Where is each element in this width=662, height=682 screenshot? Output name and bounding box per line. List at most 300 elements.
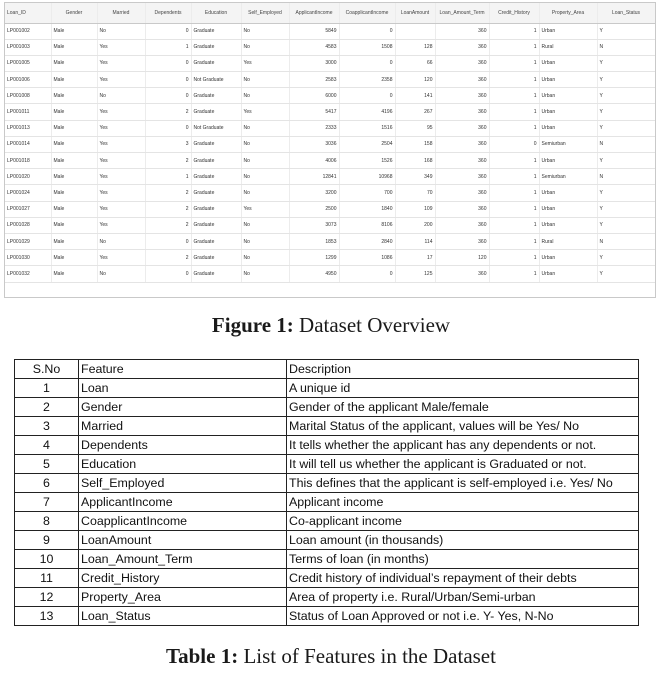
sheet-cell: 360	[435, 55, 489, 71]
features-table-header-row	[15, 360, 639, 379]
sheet-cell: 360	[435, 23, 489, 39]
sheet-row	[5, 120, 655, 136]
sheet-cell: Graduate	[191, 104, 241, 120]
sheet-cell: Graduate	[191, 169, 241, 185]
sheet-cell: 1	[489, 185, 539, 201]
sheet-row	[5, 233, 655, 249]
sheet-cell: N	[597, 136, 655, 152]
sheet-cell: LP001029	[5, 233, 51, 249]
sheet-cell: 1299	[289, 250, 339, 266]
sheet-row	[5, 104, 655, 120]
sheet-cell: Male	[51, 201, 97, 217]
feature-name-cell: Credit_History	[79, 569, 287, 588]
sheet-cell: Urban	[539, 23, 597, 39]
sheet-column-header: Married	[97, 3, 145, 23]
sheet-cell: Urban	[539, 185, 597, 201]
sheet-cell: Y	[597, 55, 655, 71]
feature-sno-cell: 9	[15, 531, 79, 550]
sheet-cell: Urban	[539, 250, 597, 266]
feature-description-cell: A unique id	[287, 379, 639, 398]
feature-name-cell: CoapplicantIncome	[79, 512, 287, 531]
sheet-cell: No	[241, 217, 289, 233]
feature-description-cell: Marital Status of the applicant, values will be Yes/ No	[287, 417, 639, 436]
sheet-cell: Y	[597, 23, 655, 39]
sheet-cell: 3073	[289, 217, 339, 233]
sheet-cell: 1508	[339, 39, 395, 55]
sheet-cell: Yes	[241, 55, 289, 71]
sheet-cell: 2583	[289, 72, 339, 88]
sheet-cell: LP001006	[5, 72, 51, 88]
table-caption-label: Table 1:	[166, 644, 239, 668]
sheet-cell: Yes	[97, 185, 145, 201]
sheet-cell: LP001028	[5, 217, 51, 233]
sheet-cell: 109	[395, 201, 435, 217]
sheet-row	[5, 185, 655, 201]
sheet-cell: 1	[489, 39, 539, 55]
sheet-cell: 1	[489, 104, 539, 120]
sheet-cell: LP001030	[5, 250, 51, 266]
sheet-cell: Graduate	[191, 233, 241, 249]
sheet-cell: 360	[435, 233, 489, 249]
feature-name-cell: Dependents	[79, 436, 287, 455]
sheet-cell: Graduate	[191, 23, 241, 39]
sheet-cell: No	[97, 23, 145, 39]
sheet-cell: 0	[145, 120, 191, 136]
sheet-cell: LP001027	[5, 201, 51, 217]
feature-description-cell: Loan amount (in thousands)	[287, 531, 639, 550]
feature-description-cell: It will tell us whether the applicant is Graduated or not.	[287, 455, 639, 474]
header-description: Description	[287, 360, 639, 379]
sheet-cell: 2	[145, 201, 191, 217]
sheet-cell: 5417	[289, 104, 339, 120]
sheet-row	[5, 72, 655, 88]
features-table-row	[15, 436, 639, 455]
features-table-row	[15, 569, 639, 588]
sheet-cell: 1	[489, 266, 539, 282]
feature-sno-cell: 10	[15, 550, 79, 569]
sheet-cell: 2500	[289, 201, 339, 217]
sheet-cell: Graduate	[191, 250, 241, 266]
sheet-cell: 3036	[289, 136, 339, 152]
sheet-cell: Male	[51, 185, 97, 201]
sheet-cell: 1	[489, 250, 539, 266]
sheet-cell: 120	[435, 250, 489, 266]
sheet-cell: Y	[597, 201, 655, 217]
sheet-cell: No	[241, 250, 289, 266]
sheet-cell: 0	[339, 23, 395, 39]
sheet-cell: 141	[395, 88, 435, 104]
features-table-row	[15, 417, 639, 436]
sheet-cell: 4950	[289, 266, 339, 282]
sheet-row	[5, 201, 655, 217]
sheet-cell: 1526	[339, 153, 395, 169]
sheet-cell: 4196	[339, 104, 395, 120]
sheet-column-header: Self_Employed	[241, 3, 289, 23]
sheet-cell: Graduate	[191, 201, 241, 217]
sheet-cell: Graduate	[191, 153, 241, 169]
feature-description-cell: This defines that the applicant is self-employed i.e. Yes/ No	[287, 474, 639, 493]
sheet-cell: 0	[339, 266, 395, 282]
sheet-cell: Semiurban	[539, 169, 597, 185]
sheet-cell: Y	[597, 153, 655, 169]
feature-sno-cell: 4	[15, 436, 79, 455]
sheet-cell: 0	[145, 88, 191, 104]
sheet-row	[5, 136, 655, 152]
sheet-cell: Yes	[97, 217, 145, 233]
features-table-row	[15, 512, 639, 531]
sheet-cell: Y	[597, 266, 655, 282]
sheet-column-header: CoapplicantIncome	[339, 3, 395, 23]
figure-caption	[0, 313, 662, 338]
sheet-cell: 70	[395, 185, 435, 201]
sheet-cell: 360	[435, 72, 489, 88]
sheet-cell: Yes	[241, 201, 289, 217]
sheet-row	[5, 217, 655, 233]
sheet-cell: Yes	[97, 39, 145, 55]
header-feature: Feature	[79, 360, 287, 379]
sheet-cell: LP001005	[5, 55, 51, 71]
sheet-column-header: Dependents	[145, 3, 191, 23]
sheet-cell: 360	[435, 169, 489, 185]
sheet-cell: 1	[489, 23, 539, 39]
sheet-cell: N	[597, 233, 655, 249]
feature-description-cell: Gender of the applicant Male/female	[287, 398, 639, 417]
sheet-cell: 4006	[289, 153, 339, 169]
feature-sno-cell: 11	[15, 569, 79, 588]
feature-description-cell: Co-applicant income	[287, 512, 639, 531]
sheet-row	[5, 23, 655, 39]
feature-sno-cell: 7	[15, 493, 79, 512]
sheet-cell: 1	[489, 153, 539, 169]
feature-name-cell: Loan_Amount_Term	[79, 550, 287, 569]
sheet-cell: Male	[51, 250, 97, 266]
sheet-cell: 349	[395, 169, 435, 185]
sheet-cell: 0	[145, 266, 191, 282]
sheet-cell: 2	[145, 217, 191, 233]
sheet-cell: 8106	[339, 217, 395, 233]
sheet-cell: 2358	[339, 72, 395, 88]
sheet-column-header: LoanAmount	[395, 3, 435, 23]
sheet-cell: 0	[145, 23, 191, 39]
sheet-cell: 360	[435, 104, 489, 120]
features-table-row	[15, 531, 639, 550]
features-table-row	[15, 474, 639, 493]
dataset-overview-figure	[4, 2, 656, 298]
sheet-cell: Yes	[97, 250, 145, 266]
sheet-cell: 267	[395, 104, 435, 120]
sheet-cell: Urban	[539, 153, 597, 169]
sheet-cell: 0	[339, 88, 395, 104]
sheet-cell: 3000	[289, 55, 339, 71]
sheet-cell: Yes	[97, 104, 145, 120]
sheet-cell: No	[241, 72, 289, 88]
dataset-sheet-table	[5, 3, 656, 283]
sheet-cell: Y	[597, 120, 655, 136]
sheet-cell: 1	[489, 55, 539, 71]
sheet-cell: No	[241, 266, 289, 282]
sheet-column-header: Property_Area	[539, 3, 597, 23]
sheet-cell: No	[97, 266, 145, 282]
sheet-cell: No	[241, 88, 289, 104]
sheet-cell: 3200	[289, 185, 339, 201]
sheet-cell: 2	[145, 104, 191, 120]
sheet-cell: 1	[489, 169, 539, 185]
sheet-cell: 2840	[339, 233, 395, 249]
sheet-cell: N	[597, 39, 655, 55]
sheet-cell: 360	[435, 266, 489, 282]
sheet-row	[5, 153, 655, 169]
sheet-cell: Male	[51, 120, 97, 136]
sheet-cell: Graduate	[191, 55, 241, 71]
sheet-cell: 1	[489, 233, 539, 249]
sheet-cell: Yes	[97, 72, 145, 88]
sheet-cell: LP001024	[5, 185, 51, 201]
sheet-cell: Male	[51, 23, 97, 39]
sheet-cell: 66	[395, 55, 435, 71]
sheet-row	[5, 88, 655, 104]
feature-name-cell: Loan_Status	[79, 607, 287, 626]
sheet-cell: 1853	[289, 233, 339, 249]
sheet-cell: No	[97, 233, 145, 249]
sheet-cell: 120	[395, 72, 435, 88]
sheet-cell: 2333	[289, 120, 339, 136]
features-table-row	[15, 550, 639, 569]
sheet-cell: Male	[51, 217, 97, 233]
sheet-cell: 4583	[289, 39, 339, 55]
sheet-cell: LP001013	[5, 120, 51, 136]
sheet-header-row	[5, 3, 655, 23]
sheet-column-header: Loan_Amount_Term	[435, 3, 489, 23]
sheet-cell: Semiurban	[539, 136, 597, 152]
sheet-cell: 360	[435, 185, 489, 201]
sheet-cell: Graduate	[191, 217, 241, 233]
sheet-cell: No	[241, 23, 289, 39]
sheet-cell: LP001018	[5, 153, 51, 169]
sheet-cell: 0	[145, 55, 191, 71]
sheet-cell: Yes	[97, 169, 145, 185]
sheet-cell: 360	[435, 217, 489, 233]
sheet-cell: 158	[395, 136, 435, 152]
sheet-cell: Male	[51, 55, 97, 71]
sheet-cell: Urban	[539, 72, 597, 88]
sheet-cell: Graduate	[191, 88, 241, 104]
sheet-cell: LP001002	[5, 23, 51, 39]
sheet-cell: No	[241, 136, 289, 152]
sheet-cell: 0	[145, 233, 191, 249]
sheet-cell: 0	[489, 136, 539, 152]
sheet-cell: Urban	[539, 104, 597, 120]
sheet-cell: 360	[435, 88, 489, 104]
sheet-cell: 1	[489, 201, 539, 217]
sheet-row	[5, 250, 655, 266]
features-table-row	[15, 493, 639, 512]
sheet-cell: 1	[489, 72, 539, 88]
sheet-cell: N	[597, 169, 655, 185]
features-table-row	[15, 379, 639, 398]
sheet-cell: 2504	[339, 136, 395, 152]
header-sno: S.No	[15, 360, 79, 379]
sheet-cell: No	[241, 185, 289, 201]
sheet-cell: Male	[51, 72, 97, 88]
feature-sno-cell: 13	[15, 607, 79, 626]
sheet-cell: 360	[435, 120, 489, 136]
sheet-cell: LP001003	[5, 39, 51, 55]
sheet-cell: No	[241, 120, 289, 136]
sheet-cell: Graduate	[191, 266, 241, 282]
sheet-column-header: Gender	[51, 3, 97, 23]
sheet-cell: 1	[145, 169, 191, 185]
feature-sno-cell: 12	[15, 588, 79, 607]
sheet-cell: 12841	[289, 169, 339, 185]
feature-description-cell: Credit history of individual’s repayment of their debts	[287, 569, 639, 588]
figure-caption-label: Figure 1:	[211, 313, 294, 337]
sheet-cell: No	[241, 153, 289, 169]
sheet-cell: LP001032	[5, 266, 51, 282]
sheet-cell: Graduate	[191, 39, 241, 55]
feature-name-cell: Education	[79, 455, 287, 474]
figure-caption-text: Dataset Overview	[293, 313, 451, 337]
features-table-row	[15, 607, 639, 626]
sheet-cell: 2	[145, 250, 191, 266]
sheet-cell: Male	[51, 233, 97, 249]
sheet-cell: Y	[597, 72, 655, 88]
sheet-cell: Male	[51, 39, 97, 55]
feature-sno-cell: 3	[15, 417, 79, 436]
feature-sno-cell: 5	[15, 455, 79, 474]
sheet-cell: Male	[51, 136, 97, 152]
sheet-cell: 2	[145, 153, 191, 169]
sheet-cell: 2	[145, 185, 191, 201]
sheet-column-header: Loan_ID	[5, 3, 51, 23]
sheet-cell: Yes	[97, 120, 145, 136]
feature-name-cell: Gender	[79, 398, 287, 417]
sheet-cell: 128	[395, 39, 435, 55]
sheet-row	[5, 55, 655, 71]
sheet-row	[5, 266, 655, 282]
features-table-row	[15, 455, 639, 474]
sheet-cell: Not Graduate	[191, 120, 241, 136]
sheet-cell: Yes	[97, 55, 145, 71]
sheet-cell: Yes	[97, 153, 145, 169]
sheet-cell: Male	[51, 153, 97, 169]
feature-sno-cell: 2	[15, 398, 79, 417]
sheet-cell: 3	[145, 136, 191, 152]
sheet-cell: Urban	[539, 266, 597, 282]
table-caption-text: List of Features in the Dataset	[238, 644, 496, 668]
sheet-cell: Urban	[539, 217, 597, 233]
sheet-cell	[395, 23, 435, 39]
sheet-cell: 6000	[289, 88, 339, 104]
feature-name-cell: Self_Employed	[79, 474, 287, 493]
feature-description-cell: Applicant income	[287, 493, 639, 512]
sheet-cell: 114	[395, 233, 435, 249]
feature-description-cell: It tells whether the applicant has any dependents or not.	[287, 436, 639, 455]
sheet-cell: Y	[597, 250, 655, 266]
sheet-cell: 5849	[289, 23, 339, 39]
sheet-cell: 10968	[339, 169, 395, 185]
sheet-column-header: Education	[191, 3, 241, 23]
sheet-cell: Graduate	[191, 185, 241, 201]
sheet-cell: Urban	[539, 120, 597, 136]
sheet-cell: Male	[51, 104, 97, 120]
sheet-cell: 1086	[339, 250, 395, 266]
features-table-row	[15, 398, 639, 417]
sheet-cell: Y	[597, 104, 655, 120]
sheet-cell: Yes	[97, 201, 145, 217]
feature-name-cell: ApplicantIncome	[79, 493, 287, 512]
feature-sno-cell: 6	[15, 474, 79, 493]
sheet-cell: Rural	[539, 39, 597, 55]
sheet-cell: 700	[339, 185, 395, 201]
sheet-cell: 1	[489, 120, 539, 136]
sheet-cell: 1	[489, 217, 539, 233]
sheet-cell: 360	[435, 153, 489, 169]
feature-name-cell: Loan	[79, 379, 287, 398]
sheet-cell: 0	[145, 72, 191, 88]
sheet-cell: 1	[145, 39, 191, 55]
sheet-cell: Yes	[241, 104, 289, 120]
sheet-cell: Not Graduate	[191, 72, 241, 88]
feature-name-cell: LoanAmount	[79, 531, 287, 550]
sheet-cell: 1	[489, 88, 539, 104]
sheet-cell: 95	[395, 120, 435, 136]
sheet-cell: No	[241, 39, 289, 55]
sheet-cell: Y	[597, 185, 655, 201]
sheet-cell: 360	[435, 39, 489, 55]
sheet-cell: LP001020	[5, 169, 51, 185]
sheet-cell: No	[97, 88, 145, 104]
sheet-cell: 125	[395, 266, 435, 282]
sheet-cell: 168	[395, 153, 435, 169]
sheet-column-header: Credit_History	[489, 3, 539, 23]
feature-description-cell: Area of property i.e. Rural/Urban/Semi-urban	[287, 588, 639, 607]
sheet-cell: Urban	[539, 55, 597, 71]
sheet-cell: Y	[597, 88, 655, 104]
sheet-cell: Male	[51, 88, 97, 104]
sheet-cell: LP001014	[5, 136, 51, 152]
sheet-cell: No	[241, 169, 289, 185]
sheet-cell: 1840	[339, 201, 395, 217]
sheet-cell: Y	[597, 217, 655, 233]
sheet-row	[5, 169, 655, 185]
sheet-cell: 200	[395, 217, 435, 233]
feature-sno-cell: 1	[15, 379, 79, 398]
sheet-cell: 17	[395, 250, 435, 266]
sheet-cell: 1516	[339, 120, 395, 136]
feature-name-cell: Property_Area	[79, 588, 287, 607]
sheet-cell: No	[241, 233, 289, 249]
sheet-cell: 360	[435, 201, 489, 217]
sheet-cell: Urban	[539, 201, 597, 217]
sheet-cell: 360	[435, 136, 489, 152]
features-table	[14, 359, 639, 626]
sheet-cell: Rural	[539, 233, 597, 249]
sheet-column-header: ApplicantIncome	[289, 3, 339, 23]
sheet-column-header: Loan_Status	[597, 3, 655, 23]
sheet-cell: LP001011	[5, 104, 51, 120]
sheet-cell: Graduate	[191, 136, 241, 152]
sheet-cell: Male	[51, 266, 97, 282]
table-caption	[0, 644, 662, 669]
feature-sno-cell: 8	[15, 512, 79, 531]
sheet-cell: Urban	[539, 88, 597, 104]
sheet-cell: 0	[339, 55, 395, 71]
sheet-row	[5, 39, 655, 55]
sheet-cell: Male	[51, 169, 97, 185]
sheet-cell: LP001008	[5, 88, 51, 104]
feature-description-cell: Status of Loan Approved or not i.e. Y- Yes, N-No	[287, 607, 639, 626]
features-table-row	[15, 588, 639, 607]
